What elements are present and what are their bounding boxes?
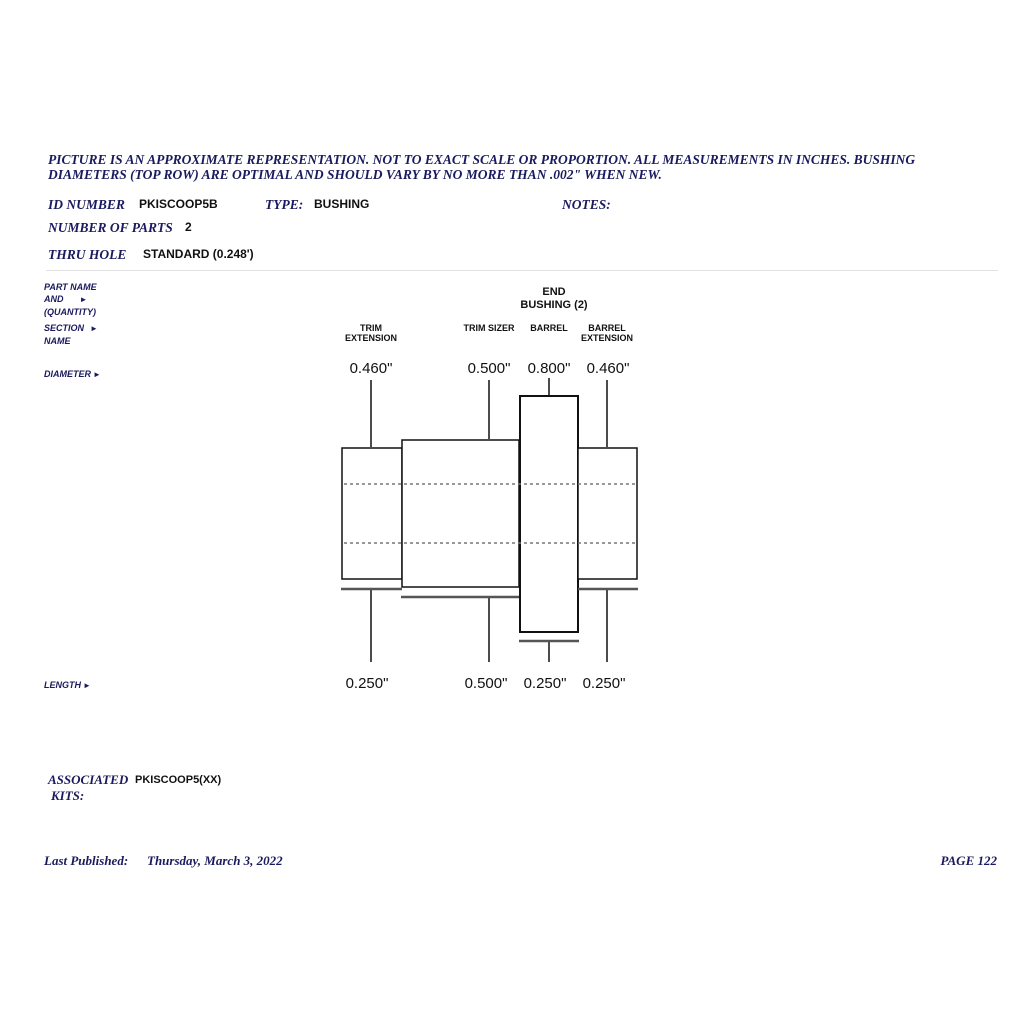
page-number: PAGE 122	[940, 853, 997, 868]
length-trim-sizer: 0.500"	[464, 675, 508, 692]
diameter-trim-sizer: 0.500"	[467, 360, 511, 377]
length-barrel: 0.250"	[523, 675, 567, 692]
length-barrel-extension: 0.250"	[582, 675, 626, 692]
last-published-label: Last Published:	[44, 853, 129, 868]
arrow-right-icon: ►	[90, 324, 98, 333]
thru-hole-value: STANDARD (0.248')	[143, 247, 254, 261]
part-name-row-label: PART NAME AND ► (QUANTITY)	[44, 282, 97, 317]
section-name-trim-extension: TRIM EXTENSION	[344, 323, 397, 343]
id-number-label: ID NUMBER	[48, 197, 125, 212]
section-name-barrel: BARREL	[530, 323, 568, 333]
section-trim-sizer	[402, 440, 519, 587]
length-row-label: LENGTH ►	[44, 680, 91, 690]
diameter-trim-extension: 0.460"	[349, 360, 393, 377]
last-published-date: Thursday, March 3, 2022	[147, 853, 283, 868]
section-barrel-extension	[578, 448, 637, 579]
id-number-value: PKISCOOP5B	[139, 197, 218, 211]
associated-kits-label: ASSOCIATED KITS:	[48, 772, 129, 803]
notes-label: NOTES:	[562, 197, 611, 212]
disclaimer-text: PICTURE IS AN APPROXIMATE REPRESENTATION. NOT TO EXACT SCALE OR PROPORTION. ALL MEASUREMENTS IN INCHES. BUSHING DIAMETERS (TOP ROW) ARE OPTIMAL AND SHOULD VARY BY NO MORE THAN .002" WHEN NEW.	[48, 152, 916, 182]
length-trim-extension: 0.250"	[345, 675, 389, 692]
section-name-trim-sizer: TRIM SIZER	[463, 323, 515, 333]
diameter-barrel: 0.800"	[527, 360, 571, 377]
section-trim-extension	[342, 448, 402, 579]
diameter-row-label: DIAMETER ►	[44, 369, 101, 379]
parts-count-value: 2	[185, 220, 192, 234]
arrow-right-icon: ►	[93, 370, 101, 379]
parts-count-label: NUMBER OF PARTS	[48, 220, 173, 235]
section-name-barrel-extension: BARREL EXTENSION	[580, 323, 633, 343]
diameter-barrel-extension: 0.460"	[586, 360, 630, 377]
type-value: BUSHING	[314, 197, 370, 211]
type-label: TYPE:	[265, 197, 304, 212]
section-barrel	[520, 396, 578, 632]
section-name-row-label: SECTION ► NAME	[44, 323, 98, 346]
associated-kits-value: PKISCOOP5(XX)	[135, 774, 222, 786]
thru-hole-label: THRU HOLE	[48, 247, 127, 262]
arrow-right-icon: ►	[79, 295, 88, 304]
part-name: END BUSHING (2)	[520, 286, 588, 311]
arrow-right-icon: ►	[83, 681, 91, 690]
